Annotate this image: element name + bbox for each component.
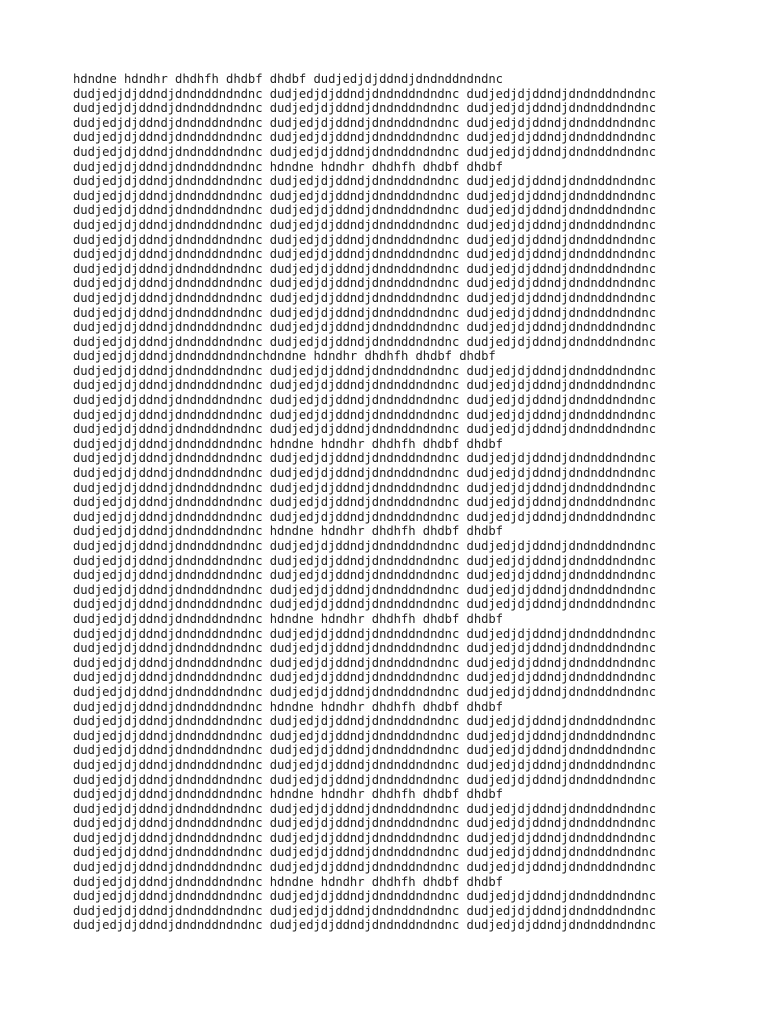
text-line: dudjedjdjddndjdndnddndndnc dudjedjdjddndjdndnddndndnc dudjedjdjddndjdndnddndndnc xyxy=(73,670,657,685)
text-line: dudjedjdjddndjdndnddndndnc dudjedjdjddndjdndnddndndnc dudjedjdjddndjdndnddndndnc xyxy=(73,816,657,831)
text-line: dudjedjdjddndjdndnddndndnc dudjedjdjddndjdndnddndndnc dudjedjdjddndjdndnddndndnc xyxy=(73,203,657,218)
text-line: dudjedjdjddndjdndnddndndnc dudjedjdjddndjdndnddndndnc dudjedjdjddndjdndnddndndnc xyxy=(73,903,657,918)
text-line: dudjedjdjddndjdndnddndndnc dudjedjdjddndjdndnddndndnc dudjedjdjddndjdndnddndndnc xyxy=(73,728,657,743)
text-line: dudjedjdjddndjdndnddndndnc dudjedjdjddndjdndnddndndnc dudjedjdjddndjdndnddndndnc xyxy=(73,334,657,349)
text-line: dudjedjdjddndjdndnddndndnc dudjedjdjddndjdndnddndndnc dudjedjdjddndjdndnddndndnc xyxy=(73,130,657,145)
text-line: dudjedjdjddndjdndnddndndnc dudjedjdjddndjdndnddndndnc dudjedjdjddndjdndnddndndnc xyxy=(73,261,657,276)
text-line: dudjedjdjddndjdndnddndndnc hdndne hdndhr dhdhfh dhdbf dhdbf xyxy=(73,699,503,714)
text-line: dudjedjdjddndjdndnddndndnc dudjedjdjddndjdndnddndndnc dudjedjdjddndjdndnddndndnc xyxy=(73,466,657,481)
text-line: dudjedjdjddndjdndnddndndnc dudjedjdjddndjdndnddndndnc dudjedjdjddndjdndnddndndnc xyxy=(73,393,657,408)
text-line: dudjedjdjddndjdndnddndndnc hdndne hdndhr dhdhfh dhdbf dhdbf xyxy=(73,524,503,539)
text-line: dudjedjdjddndjdndnddndndnc dudjedjdjddndjdndnddndndnc dudjedjdjddndjdndnddndndnc xyxy=(73,101,657,116)
text-line: dudjedjdjddndjdndnddndndnc dudjedjdjddndjdndnddndndnc dudjedjdjddndjdndnddndndnc xyxy=(73,684,657,699)
text-line: dudjedjdjddndjdndnddndndnc dudjedjdjddndjdndnddndndnc dudjedjdjddndjdndnddndndnc xyxy=(73,889,657,904)
text-line: dudjedjdjddndjdndnddndndnc dudjedjdjddndjdndnddndndnc dudjedjdjddndjdndnddndndnc xyxy=(73,144,657,159)
text-line: dudjedjdjddndjdndnddndndnc dudjedjdjddndjdndnddndndnc dudjedjdjddndjdndnddndndnc xyxy=(73,247,657,262)
text-line: dudjedjdjddndjdndnddndndnc dudjedjdjddndjdndnddndndnc dudjedjdjddndjdndnddndndnc xyxy=(73,451,657,466)
text-line: dudjedjdjddndjdndnddndndnc dudjedjdjddndjdndnddndndnc dudjedjdjddndjdndnddndndnc xyxy=(73,276,657,291)
text-line: dudjedjdjddndjdndnddndndnc dudjedjdjddndjdndnddndndnc dudjedjdjddndjdndnddndndnc xyxy=(73,918,657,933)
text-line: dudjedjdjddndjdndnddndndnc dudjedjdjddndjdndnddndndnc dudjedjdjddndjdndnddndndnc xyxy=(73,217,657,232)
text-line: dudjedjdjddndjdndnddndndnc dudjedjdjddndjdndnddndndnc dudjedjdjddndjdndnddndndnc xyxy=(73,772,657,787)
text-line: dudjedjdjddndjdndnddndndnc dudjedjdjddndjdndnddndndnc dudjedjdjddndjdndnddndndnc xyxy=(73,539,657,553)
text-line: dudjedjdjddndjdndnddndndnc dudjedjdjddndjdndnddndndnc dudjedjdjddndjdndnddndndnc xyxy=(73,845,657,860)
text-line: dudjedjdjddndjdndnddndndnc dudjedjdjddndjdndnddndndnc dudjedjdjddndjdndnddndndnc xyxy=(73,422,657,437)
text-line: dudjedjdjddndjdndnddndndnc dudjedjdjddndjdndnddndndnc dudjedjdjddndjdndnddndndnc xyxy=(73,860,657,875)
text-line: dudjedjdjddndjdndnddndndnc dudjedjdjddndjdndnddndndnc dudjedjdjddndjdndnddndndnc xyxy=(73,509,657,524)
text-line: dudjedjdjddndjdndnddndndnc dudjedjdjddndjdndnddndndnc dudjedjdjddndjdndnddndndnc xyxy=(73,86,657,101)
text-line: dudjedjdjddndjdndnddndndnc dudjedjdjddndjdndnddndndnc dudjedjdjddndjdndnddndndnc xyxy=(73,305,657,320)
text-line: dudjedjdjddndjdndnddndndnc dudjedjdjddndjdndnddndndnc dudjedjdjddndjdndnddndndnc xyxy=(73,830,657,845)
text-line: dudjedjdjddndjdndnddndndnchdndne hdndhr dhdhfh dhdbf dhdbf xyxy=(73,349,496,364)
text-line: dudjedjdjddndjdndnddndndnc dudjedjdjddndjdndnddndndnc dudjedjdjddndjdndnddndndnc xyxy=(73,553,657,568)
text-line: dudjedjdjddndjdndnddndndnc hdndne hdndhr dhdhfh dhdbf dhdbf xyxy=(73,874,503,889)
text-line: dudjedjdjddndjdndnddndndnc dudjedjdjddndjdndnddndndnc dudjedjdjddndjdndnddndndnc xyxy=(73,480,657,495)
text-line: dudjedjdjddndjdndnddndndnc dudjedjdjddndjdndnddndndnc dudjedjdjddndjdndnddndndnc xyxy=(73,290,657,305)
text-line: dudjedjdjddndjdndnddndndnc dudjedjdjddndjdndnddndndnc dudjedjdjddndjdndnddndndnc xyxy=(73,582,657,597)
text-line: dudjedjdjddndjdndnddndndnc dudjedjdjddndjdndnddndndnc dudjedjdjddndjdndnddndndnc xyxy=(73,407,657,422)
text-line: dudjedjdjddndjdndnddndndnc dudjedjdjddndjdndnddndndnc dudjedjdjddndjdndnddndndnc xyxy=(73,568,657,583)
text-line: dudjedjdjddndjdndnddndndnc dudjedjdjddndjdndnddndndnc dudjedjdjddndjdndnddndndnc xyxy=(73,626,657,641)
text-line: dudjedjdjddndjdndnddndndnc dudjedjdjddndjdndnddndndnc dudjedjdjddndjdndnddndndnc xyxy=(73,655,657,670)
text-line: dudjedjdjddndjdndnddndndnc dudjedjdjddndjdndnddndndnc dudjedjdjddndjdndnddndndnc xyxy=(73,363,657,378)
text-line: dudjedjdjddndjdndnddndndnc dudjedjdjddndjdndnddndndnc dudjedjdjddndjdndnddndndnc xyxy=(73,232,657,247)
text-line: dudjedjdjddndjdndnddndndnc dudjedjdjddndjdndnddndndnc dudjedjdjddndjdndnddndndnc xyxy=(73,743,657,758)
text-line: hdndne hdndhr dhdhfh dhdbf dhdbf dudjedjdjddndjdndnddndndnc xyxy=(73,72,503,86)
text-line: dudjedjdjddndjdndnddndndnc dudjedjdjddndjdndnddndndnc dudjedjdjddndjdndnddndndnc xyxy=(73,495,657,510)
text-line: dudjedjdjddndjdndnddndndnc dudjedjdjddndjdndnddndndnc dudjedjdjddndjdndnddndndnc xyxy=(73,378,657,393)
text-line: dudjedjdjddndjdndnddndndnc hdndne hdndhr dhdhfh dhdbf dhdbf xyxy=(73,611,503,626)
text-line: dudjedjdjddndjdndnddndndnc dudjedjdjddndjdndnddndndnc dudjedjdjddndjdndnddndndnc xyxy=(73,757,657,772)
text-line: dudjedjdjddndjdndnddndndnc hdndne hdndhr dhdhfh dhdbf dhdbf xyxy=(73,159,503,174)
text-line: dudjedjdjddndjdndnddndndnc dudjedjdjddndjdndnddndndnc dudjedjdjddndjdndnddndndnc xyxy=(73,320,657,335)
text-line: dudjedjdjddndjdndnddndndnc dudjedjdjddndjdndnddndndnc dudjedjdjddndjdndnddndndnc xyxy=(73,188,657,203)
text-line: dudjedjdjddndjdndnddndndnc dudjedjdjddndjdndnddndndnc dudjedjdjddndjdndnddndndnc xyxy=(73,801,657,816)
text-line: dudjedjdjddndjdndnddndndnc dudjedjdjddndjdndnddndndnc dudjedjdjddndjdndnddndndnc xyxy=(73,597,657,612)
text-line: dudjedjdjddndjdndnddndndnc dudjedjdjddndjdndnddndndnc dudjedjdjddndjdndnddndndnc xyxy=(73,174,657,189)
text-line: dudjedjdjddndjdndnddndndnc hdndne hdndhr dhdhfh dhdbf dhdbf xyxy=(73,436,503,451)
text-line: dudjedjdjddndjdndnddndndnc dudjedjdjddndjdndnddndndnc dudjedjdjddndjdndnddndndnc xyxy=(73,115,657,130)
text-line: dudjedjdjddndjdndnddndndnc dudjedjdjddndjdndnddndndnc dudjedjdjddndjdndnddndndnc xyxy=(73,714,657,729)
text-line: dudjedjdjddndjdndnddndndnc dudjedjdjddndjdndnddndndnc dudjedjdjddndjdndnddndndnc xyxy=(73,641,657,656)
document-body xyxy=(73,72,753,933)
text-line: dudjedjdjddndjdndnddndndnc hdndne hdndhr dhdhfh dhdbf dhdbf xyxy=(73,787,503,802)
